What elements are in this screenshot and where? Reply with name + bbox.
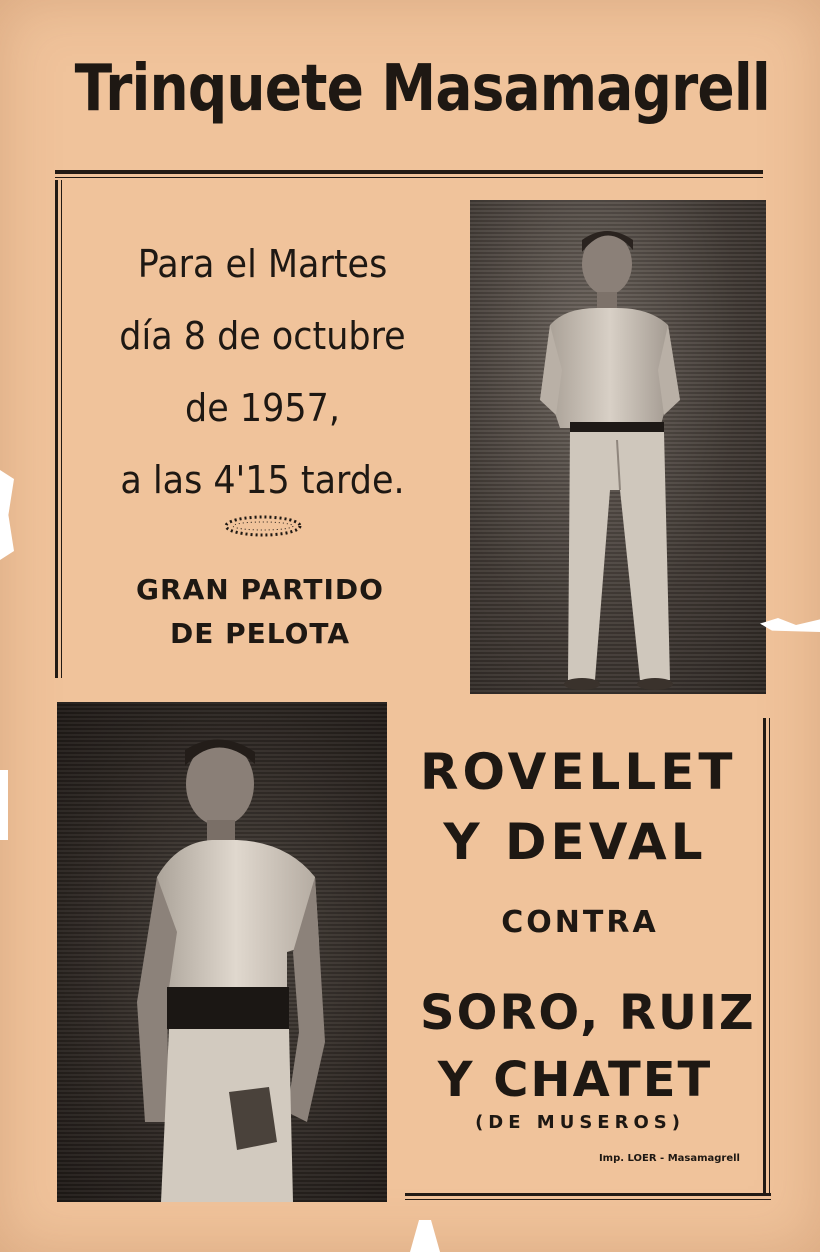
paper-tear-left	[0, 470, 14, 560]
portrait-player-figure	[57, 702, 387, 1202]
date-line-3: de 1957,	[185, 386, 340, 430]
dotted-oval-ornament-icon	[222, 513, 304, 539]
team-one-name-2: Y DEVAL	[443, 813, 707, 871]
bottom-frame-line	[405, 1193, 771, 1196]
left-frame-line-thin	[61, 180, 62, 678]
bottom-frame-line-thin	[405, 1199, 771, 1200]
date-line-2: día 8 de octubre	[119, 314, 406, 358]
team-one-line-2	[420, 812, 730, 872]
title-rule-thin	[55, 177, 763, 178]
paper-tear-right	[760, 618, 820, 632]
title-rule-thick	[55, 170, 763, 174]
versus-label	[430, 905, 730, 940]
standing-player-photo	[470, 200, 766, 694]
right-frame-line	[763, 718, 766, 1196]
paper-tear-bottom	[410, 1220, 440, 1252]
team-one-line-1	[420, 742, 737, 802]
poster-title: Trinquete Masamagrell	[74, 52, 770, 126]
right-frame-line-thin	[769, 718, 770, 1196]
standing-player-figure	[470, 200, 766, 694]
team-two-name-2: Y CHATET	[437, 1052, 713, 1108]
match-title-line-1: GRAN PARTIDO	[136, 573, 384, 606]
team-two-origin: (DE MUSEROS)	[475, 1112, 685, 1133]
printer-credit: Imp. LOER - Masamagrell	[598, 1153, 740, 1164]
date-line-1: Para el Martes	[137, 242, 388, 286]
left-frame-line	[55, 180, 58, 678]
versus-text: CONTRA	[501, 905, 659, 940]
date-line-4: a las 4'15 tarde.	[120, 458, 405, 502]
team-two-line-2	[420, 1050, 730, 1110]
match-title	[105, 568, 415, 656]
paper-tear-left-lower	[0, 770, 8, 840]
team-two-line-1	[420, 983, 756, 1043]
team-one-name-1: ROVELLET	[420, 743, 737, 801]
team-two-name-1: SORO, RUIZ	[420, 985, 756, 1041]
date-block	[104, 228, 421, 516]
match-title-line-2: DE PELOTA	[169, 617, 350, 650]
player-portrait-photo	[57, 702, 387, 1202]
